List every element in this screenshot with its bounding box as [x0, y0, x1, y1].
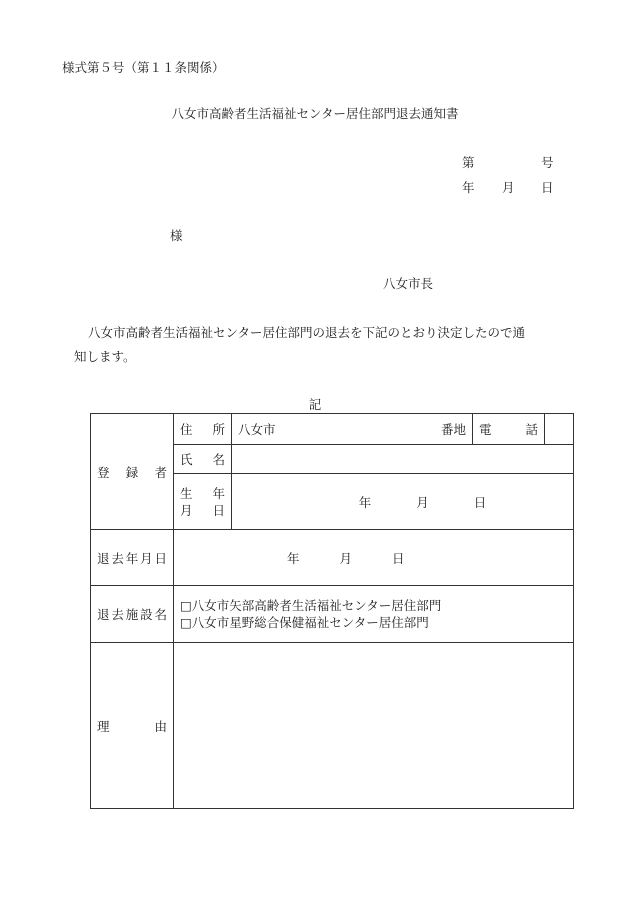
- name-label: 氏 名: [174, 445, 232, 474]
- body-text: [74, 321, 584, 369]
- body-line-2: 知します。: [74, 349, 136, 364]
- date-month: 月: [502, 180, 515, 195]
- body-line-1: 八女市高齢者生活福祉センター居住部門の退去を下記のとおり決定したので通: [88, 325, 526, 340]
- issuer: 八女市長: [383, 276, 434, 291]
- address-label: 住 所: [174, 414, 232, 445]
- document-title: 八女市高齢者生活福祉センター居住部門退去通知書: [171, 106, 459, 121]
- registrant-label: 登 録 者: [91, 414, 174, 530]
- birth-label: 生 年 月 日: [174, 474, 232, 530]
- leave-month: 月: [339, 550, 353, 566]
- address-field[interactable]: [232, 414, 473, 445]
- facility-option-yabe[interactable]: □八女市矢部高齢者生活福祉センター居住部門: [180, 598, 442, 613]
- leave-date-field[interactable]: [174, 530, 574, 586]
- facility-option-hoshino[interactable]: □八女市星野総合保健福祉センター居住部門: [180, 615, 429, 630]
- phone-field[interactable]: [545, 414, 573, 444]
- reason-label: 理 由: [91, 643, 174, 809]
- phone-label: 電 話: [473, 414, 545, 444]
- date-year: 年: [462, 180, 475, 195]
- number-suffix: 号: [541, 155, 554, 170]
- birth-month: 月: [416, 494, 429, 510]
- leave-date-label: 退 去 年 月 日: [91, 530, 174, 586]
- form-number: 様式第５号（第１１条関係）: [62, 60, 225, 75]
- address-banchi: 番地: [440, 422, 466, 437]
- address-city: 八女市: [238, 422, 276, 437]
- birth-day: 日: [473, 494, 487, 510]
- registration-table: [90, 413, 574, 809]
- number-label: 第: [462, 155, 475, 170]
- leave-year: 年: [287, 550, 300, 566]
- name-field[interactable]: [232, 445, 574, 474]
- leave-day: 日: [392, 550, 405, 566]
- recipient-suffix: 様: [170, 228, 183, 243]
- reason-field[interactable]: [174, 643, 574, 809]
- birth-date-field[interactable]: [232, 474, 574, 530]
- phone-cell: [473, 414, 574, 445]
- birth-year: 年: [358, 494, 372, 510]
- ki-heading: 記: [308, 397, 322, 412]
- facility-options: [174, 586, 574, 643]
- date-day: 日: [541, 180, 554, 195]
- facility-label: 退 去 施 設 名: [91, 586, 174, 643]
